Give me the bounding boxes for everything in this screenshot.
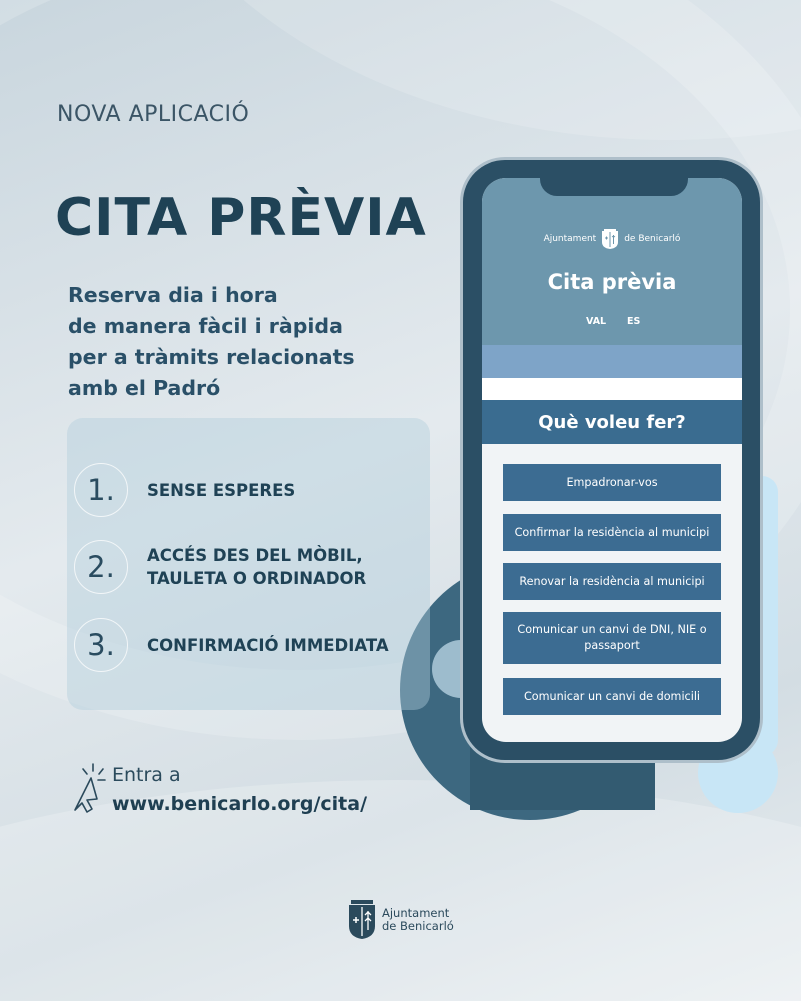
crest-icon	[348, 900, 376, 940]
logo-text-right: de Benicarló	[624, 234, 681, 244]
screen-band	[482, 345, 742, 378]
phone-screen	[482, 178, 742, 742]
step-text	[147, 479, 295, 502]
option-empadronar-button[interactable]: Empadronar-vos	[503, 464, 721, 501]
step-3	[74, 618, 389, 672]
step-number: 2.	[74, 540, 128, 594]
option-canvi-dni-button[interactable]: Comunicar un canvi de DNI, NIE o passaport	[503, 612, 721, 664]
option-confirmar-button[interactable]: Confirmar la residència al municipi	[503, 514, 721, 551]
subtitle-line: per a tràmits relacionats	[68, 345, 355, 369]
cta-url-link[interactable]: www.benicarlo.org/cita/	[112, 793, 368, 815]
option-renovar-button[interactable]: Renovar la residència al municipi	[503, 563, 721, 600]
subtitle-line: de manera fàcil i ràpida	[68, 314, 343, 338]
screen-logo	[482, 228, 742, 250]
step-number: 3.	[74, 618, 128, 672]
step-text	[147, 544, 366, 590]
option-canvi-domicili-button[interactable]: Comunicar un canvi de domicili	[503, 678, 721, 715]
crest-icon	[601, 228, 619, 250]
screen-spacer	[482, 378, 742, 400]
step-number: 1.	[74, 463, 128, 517]
footer-text	[382, 907, 454, 933]
question-heading: Què voleu fer?	[482, 400, 742, 444]
kicker-text: NOVA APLICACIÓ	[57, 102, 250, 127]
footer-line: de Benicarló	[382, 919, 454, 933]
step-1	[74, 463, 295, 517]
step-line: SENSE ESPERES	[147, 480, 296, 500]
step-line: ACCÉS DES DEL MÒBIL,	[147, 546, 363, 565]
cta-label: Entra a	[112, 764, 181, 786]
lang-val-link[interactable]: VAL	[586, 316, 607, 327]
subtitle-line: Reserva dia i hora	[68, 283, 278, 307]
subtitle	[68, 280, 355, 404]
page-title: CITA PRÈVIA	[55, 188, 427, 248]
footer-line: Ajuntament	[382, 906, 450, 920]
logo-text-left: Ajuntament	[543, 234, 597, 244]
step-2	[74, 540, 366, 594]
cursor-click-icon	[67, 762, 107, 814]
lang-es-link[interactable]: ES	[627, 316, 641, 327]
screen-header	[482, 178, 742, 345]
subtitle-line: amb el Padró	[68, 376, 221, 400]
footer-logo	[348, 900, 454, 940]
step-line: TAULETA O ORDINADOR	[147, 569, 367, 588]
step-line: CONFIRMACIÓ IMMEDIATA	[147, 635, 389, 655]
screen-title: Cita prèvia	[547, 270, 677, 294]
phone-notch	[540, 163, 688, 196]
step-text	[147, 634, 389, 657]
